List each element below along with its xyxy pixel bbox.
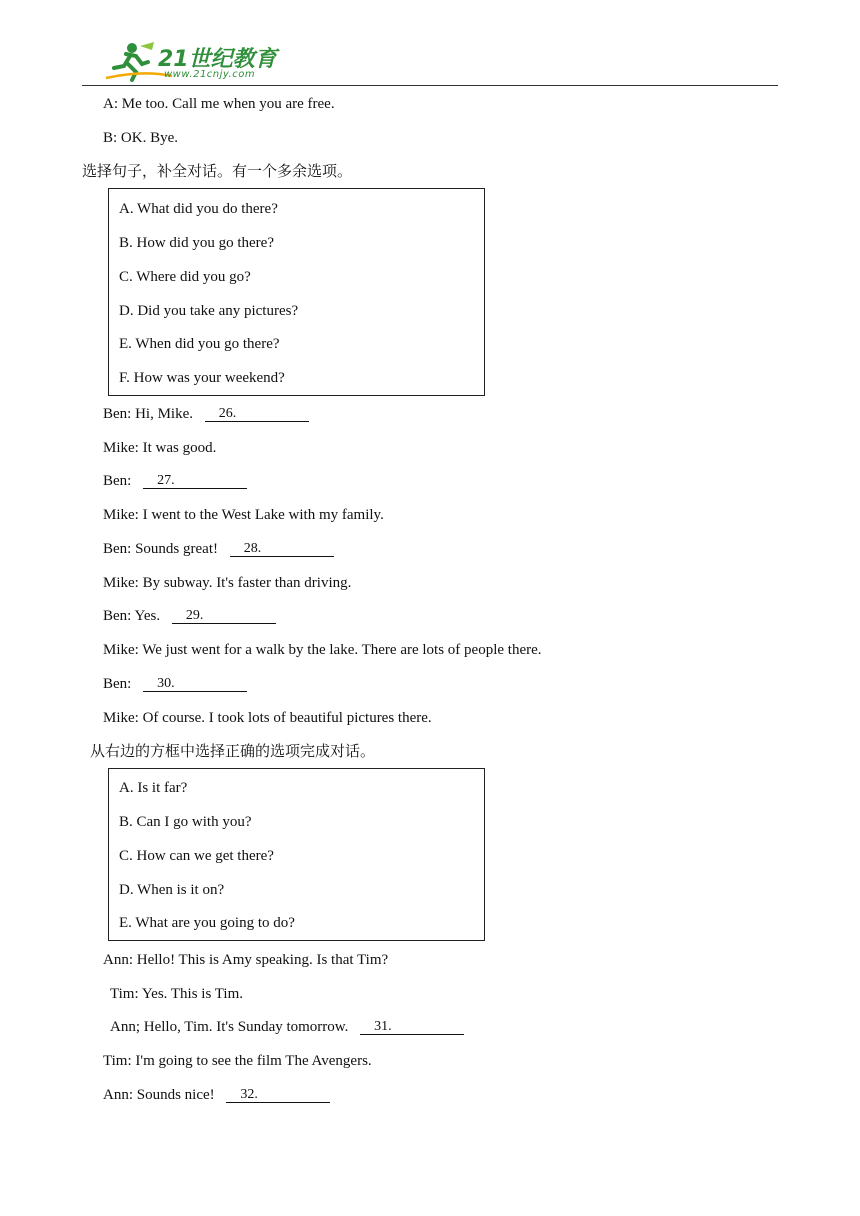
option-item: C. How can we get there? (119, 848, 274, 864)
dialogue-line (103, 405, 309, 423)
dialogue-line (110, 1018, 464, 1036)
blank-number: 30. (157, 676, 175, 691)
dialogue-line: Mike: Of course. I took lots of beautiful pictures there. (103, 710, 432, 726)
logo-text: 21世纪教育 (158, 47, 277, 72)
option-item: C. Where did you go? (119, 269, 251, 285)
dialogue-line (103, 1086, 330, 1104)
section1-options-box (108, 188, 485, 396)
section2-instruction: 从右边的方框中选择正确的选项完成对话。 (90, 742, 376, 760)
dialogue-line: Ann: Hello! This is Amy speaking. Is that Tim? (103, 952, 389, 968)
option-item: A. What did you do there? (119, 201, 278, 217)
section1-instruction: 选择句子，补全对话。有一个多余选项。 (82, 162, 353, 180)
option-item: B. How did you go there? (119, 235, 274, 251)
blank-number: 29. (185, 608, 204, 623)
option-item: E. What are you going to do? (119, 915, 295, 931)
blank-number: 31. (374, 1019, 392, 1034)
header-rule (82, 85, 778, 86)
dialogue-line: Mike: We just went for a walk by the lake. There are lots of people there. (103, 642, 542, 658)
dialogue-text: Ann; Hello, Tim. It's Sunday tomorrow. (110, 1019, 349, 1035)
option-item: B. Can I go with you? (119, 814, 252, 830)
blank-number: 26. (218, 406, 237, 421)
dialogue-text: Ben: Sounds great! (103, 541, 218, 557)
logo (102, 40, 277, 84)
blank-number: 27. (157, 473, 175, 488)
blank-number: 28. (243, 541, 262, 556)
dialogue-text: Ann: Sounds nice! (103, 1087, 215, 1103)
dialogue-line: Tim: I'm going to see the film The Avengers. (103, 1053, 372, 1069)
answer-blank-31[interactable] (360, 1018, 464, 1036)
dialogue-line (103, 675, 247, 693)
dialogue-line (103, 540, 334, 558)
dialogue-text: Ben: Hi, Mike. (103, 406, 193, 422)
dialogue-line: Mike: I went to the West Lake with my family. (103, 507, 384, 523)
dialogue-line (103, 472, 247, 490)
option-item: D. Did you take any pictures? (119, 303, 299, 319)
intro-line: B: OK. Bye. (103, 130, 178, 146)
dialogue-line: Mike: It was good. (103, 440, 217, 456)
page-header (82, 36, 778, 86)
dialogue-line: Tim: Yes. This is Tim. (110, 986, 244, 1002)
answer-blank-28[interactable] (230, 540, 334, 558)
answer-blank-27[interactable] (143, 472, 247, 490)
dialogue-text: Ben: Yes. (103, 608, 161, 624)
dialogue-line (103, 607, 276, 625)
dialogue-text: Ben: (103, 473, 132, 489)
intro-line: A: Me too. Call me when you are free. (103, 96, 335, 112)
dialogue-text: Ben: (103, 676, 132, 692)
option-item: A. Is it far? (119, 780, 188, 796)
section2-options-box (108, 768, 485, 941)
blank-number: 32. (240, 1087, 258, 1102)
option-item: D. When is it on? (119, 882, 225, 898)
option-item: E. When did you go there? (119, 336, 280, 352)
option-item: F. How was your weekend? (119, 370, 285, 386)
answer-blank-32[interactable] (226, 1086, 330, 1104)
logo-url: www.21cnjy.com (164, 69, 256, 80)
answer-blank-26[interactable] (205, 405, 309, 423)
dialogue-line: Mike: By subway. It's faster than driving. (103, 575, 352, 591)
answer-blank-29[interactable] (172, 607, 276, 625)
answer-blank-30[interactable] (143, 675, 247, 693)
